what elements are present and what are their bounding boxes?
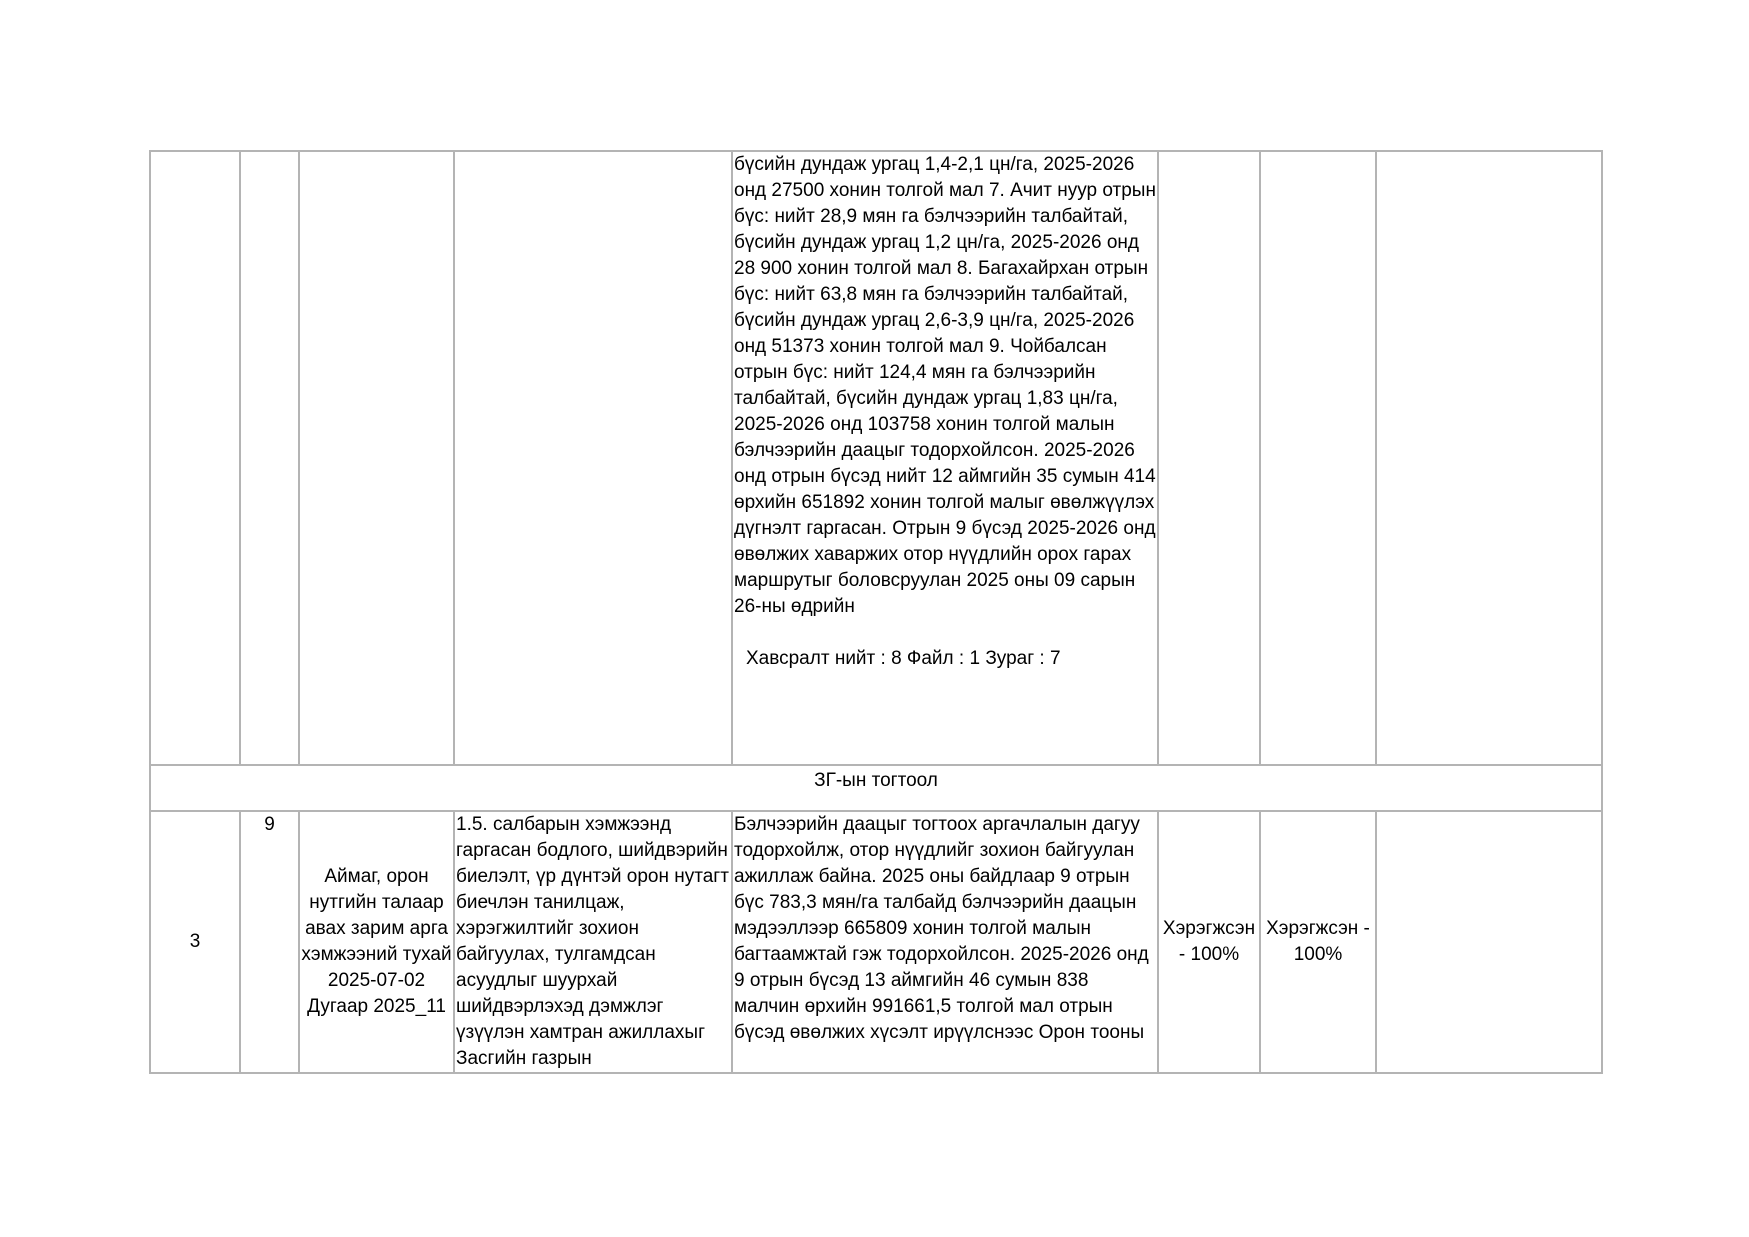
clause-cell: 1.5. салбарын хэмжээнд гаргасан бодлого, шийдвэрийн биелэлт, үр дүнтэй орон нутагт биечлэн танилцаж, хэрэгжилтийг зохион байгуулах, тулгамдсан асуудлыг шуурхай шийдвэрлэхэд дэмжлэг үзүүлэн хамтран ажиллахыг Засгийн газрын	[454, 811, 732, 1073]
status-cell-1: Хэрэгжсэн - 100%	[1158, 811, 1260, 1073]
status-cell-1	[1158, 151, 1260, 765]
report-cell	[732, 151, 1158, 765]
decree-date: 2025-07-02	[327, 970, 426, 991]
title-cell	[299, 151, 454, 765]
index-cell: 3	[150, 811, 240, 1073]
index-cell	[150, 151, 240, 765]
title-cell	[299, 811, 454, 1073]
report-cell: Бэлчээрийн даацыг тогтоох аргачлалын дагуу тодорхойлж, отор нүүдлийг зохион байгуулан ажиллаж байна. 2025 оны байдлаар 9 отрын бүс 783,3 мян/га талбайд бэлчээрийн даацын мэдээллээр 665809 хонин толгой малын багтаамжтай гэж тодорхойлсон. 2025-2026 онд 9 отрын бүсэд 13 аймгийн 46 сумын 838 малчин өрхийн 991661,5 толгой мал отрын бүсэд өвөлжих хүсэлт ирүүлснээс Орон тооны	[732, 811, 1158, 1073]
number-cell	[240, 151, 299, 765]
decree-title: Аймаг, орон нутгийн талаар авах зарим арга хэмжээний тухай	[301, 866, 452, 965]
clause-cell	[454, 151, 732, 765]
report-text: бүсийн дундаж ургац 1,4-2,1 цн/га, 2025-2026 онд 27500 хонин толгой мал 7. Ачит нуур отрын бүс: нийт 28,9 мян га бэлчээрийн талбайтай, бүсийн дундаж ургац 1,2 цн/га, 2025-2026 онд 28 900 хонин толгой мал 8. Багахайрхан отрын бүс: нийт 63,8 мян га бэлчээрийн талбайтай, бүсийн дундаж ургац 2,6-3,9 цн/га, 2025-2026 онд 51373 хонин толгой мал 9. Чойбалсан отрын бүс: нийт 124,4 мян га бэлчээрийн талбайтай, бүсийн дундаж ургац 1,83 цн/га, 2025-2026 онд 103758 хонин толгой малын бэлчээрийн даацыг тодорхойлсон. 2025-2026 онд отрын бүсэд нийт 12 аймгийн 35 сумын 414 өрхийн 651892 хонин толгой малыг өвөлжүүлэх дүгнэлт гаргасан. Отрын 9 бүсэд 2025-2026 онд өвөлжих хаваржих отор нүүдлийн орох гарах маршрутыг боловсруулан 2025 оны 09 сарын 26-ны өдрийн	[734, 154, 1156, 617]
table-row	[150, 151, 1602, 765]
status-cell-2: Хэрэгжсэн - 100%	[1260, 811, 1376, 1073]
notes-cell	[1376, 151, 1602, 765]
number-cell: 9	[240, 811, 299, 1073]
report-table	[149, 150, 1603, 1074]
section-header-row	[150, 765, 1602, 811]
table-row	[150, 811, 1602, 1073]
attachments-link[interactable]: Хавсралт нийт : 8 Файл : 1 Зураг : 7	[746, 648, 1061, 669]
decree-number: Дугаар 2025_11	[307, 996, 446, 1017]
notes-cell	[1376, 811, 1602, 1073]
status-cell-2	[1260, 151, 1376, 765]
section-header: ЗГ-ын тогтоол	[150, 765, 1602, 811]
